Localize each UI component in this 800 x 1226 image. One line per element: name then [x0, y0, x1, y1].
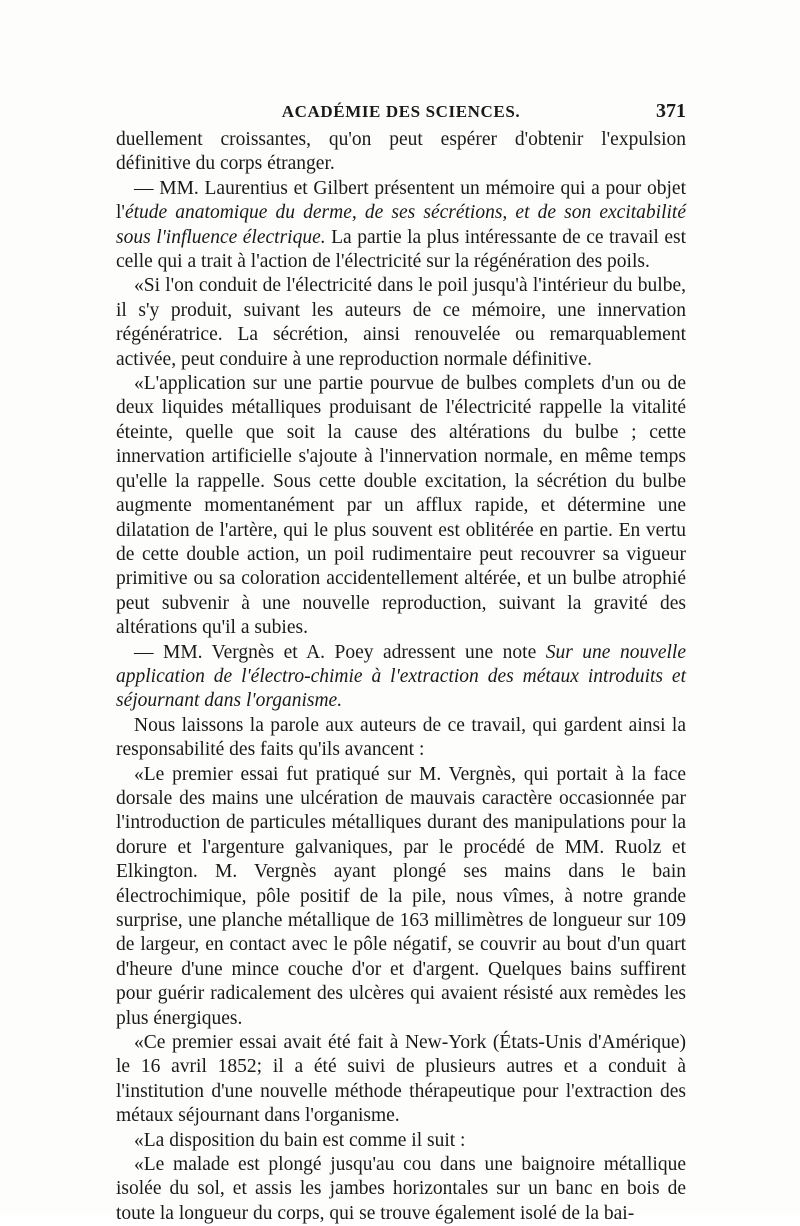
paragraph-text: duellement croissantes, qu'on peut espérer d'obtenir l'expulsion définitive du corps étranger. — [116, 129, 686, 175]
paragraph — [116, 763, 686, 1031]
paragraph-text: La partie la plus intéressante de ce travail est celle qui a trait à l'action de l'électricité sur la régénération des poils. — [116, 226, 686, 273]
paragraph — [116, 274, 686, 372]
italic-title: Sur une nouvelle application de l'électro-chimie à l'extraction des métaux introduits et séjournant dans l'organisme. — [116, 641, 686, 712]
page-number: 371 — [656, 100, 686, 122]
italic-title: étude anatomique du derme, de ses sécrétions, et de son excitabilité sous l'influence électrique. — [116, 202, 686, 248]
paragraph — [116, 1153, 686, 1226]
paragraph-text: «La disposition du bain est comme il suit : — [134, 1129, 466, 1151]
paragraph-text: «Si l'on conduit de l'électricité dans le poil jusqu'à l'intérieur du bulbe, il s'y produit, suivant les auteurs de ce mémoire, une innervation régénératrice. La sécrétion, ainsi renouvelée ou remarquablement activée, peut conduire à une reproduction normale définitive. — [116, 275, 686, 370]
paragraph — [116, 177, 686, 275]
running-title: ACADÉMIE DES SCIENCES. — [281, 102, 521, 121]
paragraph-text: «Ce premier essai avait été fait à New-York (États-Unis d'Amérique) le 16 avril 1852; il a été suivi de plusieurs autres et a conduit à l'institution d'une nouvelle méthode thérapeutique pour l'extraction des métaux séjournant dans l'organisme. — [116, 1032, 686, 1127]
paragraph-text: «L'application sur une partie pourvue de bulbes complets d'un ou de deux liquides métalliques produisant de l'électricité rappelle la vitalité éteinte, quelle que soit la cause des altérations du bulbe ; cette innervation artificielle s'ajoute à l'innervation normale, en même temps qu'elle la rappelle. Sous cette double excitation, la sécrétion du bulbe augmente momentanément par un afflux rapide, et détermine une dilatation de l'artère, qui le plus souvent est oblitérée en partie. En vertu de cette double action, un poil rudimentaire peut recouvrer sa vigueur primitive ou sa coloration accidentellement altérée, et un bulbe atrophié peut subvenir à une nouvelle reproduction, suivant la gravité des altérations qu'il a subies. — [116, 373, 686, 639]
paragraph-text: Nous laissons la parole aux auteurs de ce travail, qui gardent ainsi la responsabilité des faits qu'ils avancent : — [116, 714, 686, 761]
paragraph-text: «Le malade est plongé jusqu'au cou dans une baignoire métallique isolée du sol, et assis les jambes horizontales sur un banc en bois de toute la longueur du corps, qui se trouve également isolé de la bai- — [116, 1154, 686, 1224]
body-text — [116, 128, 686, 1226]
paragraph-text: — MM. Vergnès et A. Poey adressent une note — [134, 641, 546, 663]
paragraph — [116, 372, 686, 640]
paragraph — [116, 714, 686, 763]
paragraph — [116, 641, 686, 714]
paragraph — [116, 1129, 686, 1153]
paragraph-text: — MM. Laurentius et Gilbert présentent un mémoire qui a pour objet l' — [116, 177, 686, 224]
running-header — [116, 96, 686, 126]
paragraph-text: «Le premier essai fut pratiqué sur M. Vergnès, qui portait à la face dorsale des mains une ulcération de mauvais caractère occasionnée par l'introduction de particules métalliques durant des manipulations pour la dorure et l'argenture galvaniques, par le procédé de MM. Ruolz et Elkington. M. Vergnès ayant plongé ses mains dans le bain électrochimique, pôle positif de la pile, nous vîmes, à notre grande surprise, une planche métallique de 163 millimètres de longueur sur 109 de largeur, en contact avec le pôle négatif, se couvrir au bout d'un quart d'heure d'une mince couche d'or et d'argent. Quelques bains suffirent pour guérir radicalement des ulcères qui avaient résisté aux remèdes les plus énergiques. — [116, 763, 686, 1029]
paragraph — [116, 1031, 686, 1129]
paragraph — [116, 128, 686, 177]
